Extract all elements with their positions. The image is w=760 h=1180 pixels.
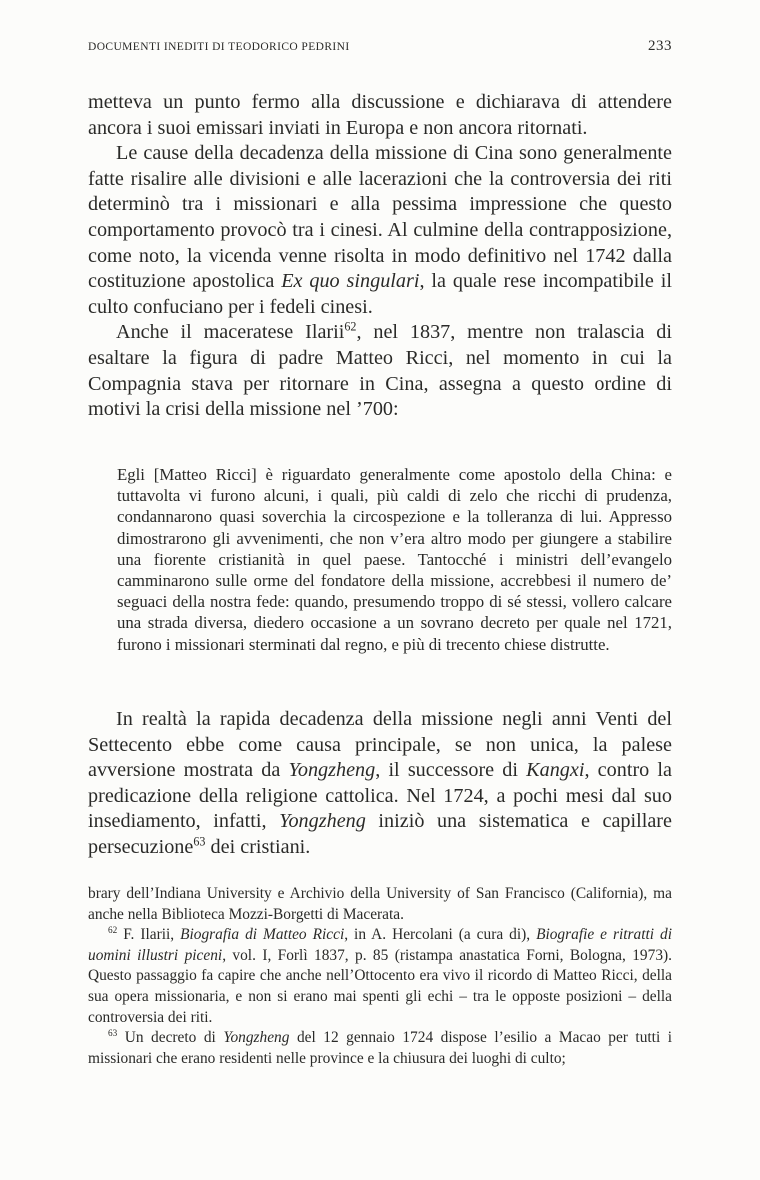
- page-number: 233: [648, 38, 672, 54]
- footnote-continued-text: brary dell’Indiana University e Archivio della University of San Francisco (California), ma anche nella Biblioteca Mozzi-Borgetti di Macerata.: [88, 885, 672, 923]
- constitution-title: Ex quo singulari: [281, 270, 420, 293]
- footnote-continued: [88, 884, 672, 925]
- running-head: [88, 38, 672, 55]
- main-text-2: [88, 707, 672, 861]
- paragraph-4-text-d: iniziò una sistematica e capillare persecuzione: [88, 810, 672, 858]
- footnote-62-title-2: Biografie e ritratti di uomini illustri piceni: [88, 926, 672, 964]
- paragraph-4: [88, 707, 672, 861]
- paragraph-3-text-a: Anche il maceratese Ilarii: [116, 321, 345, 344]
- footnote-62-text-b: , in A. Hercolani (a cura di),: [344, 926, 537, 944]
- paragraph-2-text-a: Le cause della decadenza della missione di Cina sono generalmente fatte risalire alle divisioni e alle lacerazioni che la controversia dei riti determinò tra i missionari e alla pessima impressione che questo comportamento provocò tra i cinesi. Al culmine della contrapposizione, come noto, la vicenda venne risolta in modo definitivo nel 1742 dalla costituzione apostolica: [88, 142, 672, 293]
- footnotes: [88, 884, 672, 1069]
- paragraph-3-text-b: , nel 1837, mentre non tralascia di esaltare la figura di padre Matteo Ricci, nel momento in cui la Compagnia stava per ritornare in Cina, assegna a questo ordine di motivi la crisi della missione nel ’700:: [88, 321, 672, 421]
- footnote-62-title-1: Biografia di Matteo Ricci: [180, 926, 345, 944]
- paragraph-4-text-e: dei cristiani.: [205, 835, 311, 858]
- footnote-62-text-a: F. Ilarii,: [117, 926, 181, 944]
- paragraph-4-text-a: In realtà la rapida decadenza della missione negli anni Venti del Settecento ebbe come causa principale, se non unica, la palese avversione mostrata da: [88, 708, 672, 782]
- footnote-63-text-a: Un decreto di: [117, 1029, 224, 1047]
- footnote-ref-63: 63: [193, 834, 206, 849]
- main-text: [88, 90, 672, 423]
- footnote-ref-62: 62: [344, 319, 357, 334]
- name-yongzheng: Yongzheng: [288, 759, 376, 782]
- paragraph-1-text: metteva un punto fermo alla discussione e dichiarava di attendere ancora i suoi emissari inviati in Europa e non ancora ritornati.: [88, 91, 672, 139]
- footnote-62-number: 62: [108, 925, 118, 936]
- paragraph-2-text-b: , la quale rese incompatibile il culto confuciano per i fedeli cinesi.: [88, 270, 672, 318]
- footnote-63-name: Yongzheng: [223, 1029, 290, 1047]
- name-kangxi: Kangxi: [526, 759, 585, 782]
- name-yongzheng-2: Yongzheng: [279, 810, 366, 833]
- block-quote: [117, 464, 672, 655]
- running-title: DOCUMENTI INEDITI DI TEODORICO PEDRINI: [88, 41, 350, 53]
- block-quote-text: Egli [Matteo Ricci] è riguardato generalmente come apostolo della China: e tuttavolta vi furono alcuni, i quali, più caldi di zelo che ricchi di prudenza, condannarono quasi soverchia la circospezione e la tolleranza di lui. Appresso dimostrarono gli avvenimenti, che non v’era altro modo per giungere a stabilire una fiorente cristianità in quel paese. Tantocché i ministri dell’evangelo camminarono sulle orme del fondatore della missione, accrebbesi il numero de’ seguaci della nostra fede: quando, presumendo troppo di sé stessi, vollero calcare una strada diversa, diedero occasione a un sovrano decreto per quale nel 1721, furono i missionari sterminati dal regno, e più di trecento chiese distrutte.: [117, 465, 672, 654]
- footnote-63: [88, 1028, 672, 1069]
- footnote-62: [88, 925, 672, 1028]
- paragraph-2: [88, 141, 672, 320]
- paragraph-3: [88, 320, 672, 422]
- paragraph-4-text-c: , contro la predicazione della religione cattolica. Nel 1724, a pochi mesi dal suo insediamento, infatti,: [88, 759, 672, 833]
- paragraph-1: [88, 90, 672, 141]
- footnote-63-text-b: del 12 gennaio 1724 dispose l’esilio a Macao per tutti i missionari che erano residenti nelle province e la chiusura dei luoghi di culto;: [88, 1029, 672, 1067]
- footnote-62-text-c: , vol. I, Forlì 1837, p. 85 (ristampa anastatica Forni, Bologna, 1973). Questo passaggio fa capire che anche nell’Ottocento era vivo il ricordo di Matteo Ricci, della sua opera missionaria, e non si erano mai spenti gli echi – tra le opposte posizioni – della controversia dei riti.: [88, 946, 672, 1026]
- footnote-63-number: 63: [108, 1028, 118, 1039]
- paragraph-4-text-b: , il successore di: [375, 759, 527, 782]
